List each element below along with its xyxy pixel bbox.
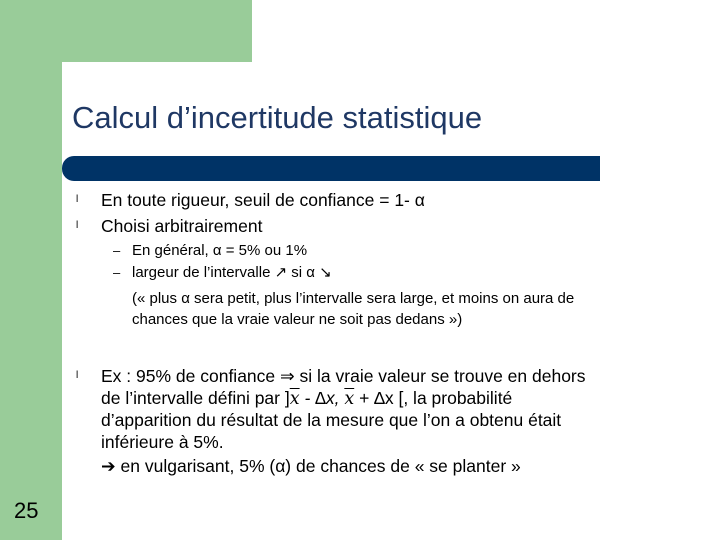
x-bar-symbol: $\overline{x}$ xyxy=(289,389,300,409)
sub-note-line-2: chances que la vraie valeur ne soit pas dedans ») xyxy=(132,311,463,328)
ex-line-1: Ex : 95% de confiance ⇒ si la vraie valeur se trouve en dehors xyxy=(101,366,586,386)
slide-title: Calcul d’incertitude statistique xyxy=(72,100,483,135)
green-sidebar-strip xyxy=(0,0,62,540)
page-number: 25 xyxy=(14,498,39,523)
ex-line-5: ➔ en vulgarisant, 5% (α) de chances de « se planter » xyxy=(101,456,521,476)
ex-line-2-part-b: - ∆x, xyxy=(299,388,345,408)
sub-bullet-interval-width: largeur de l’intervalle ↗ si α ↘ xyxy=(132,264,332,281)
dash-icon: – xyxy=(113,243,121,258)
ex-line-3: d’apparition du résultat de la mesure que l’on a obtenu était xyxy=(101,410,562,430)
dash-icon: – xyxy=(113,265,121,280)
ex-line-2-part-a: de l’intervalle défini par ] xyxy=(101,388,290,408)
sub-bullet-alpha-values: En général, α = 5% ou 1% xyxy=(132,242,308,259)
ex-line-2-part-c: + ∆x [, la probabilité xyxy=(354,388,513,408)
title-divider-bar xyxy=(62,156,600,181)
bullet-icon: l xyxy=(76,220,79,231)
bullet-text-confidence: En toute rigueur, seuil de confiance = 1- α xyxy=(101,190,425,210)
sub-note-line-1: (« plus α sera petit, plus l’intervalle sera large, et moins on aura de xyxy=(132,290,575,307)
bullet-text-arbitrary: Choisi arbitrairement xyxy=(101,216,263,236)
ex-line-2 xyxy=(101,387,512,410)
bullet-icon: l xyxy=(76,370,79,381)
bullet-icon: l xyxy=(76,194,79,205)
x-bar-symbol: $\overline{x}$ xyxy=(344,389,355,409)
ex-line-4: inférieure à 5%. xyxy=(101,432,224,452)
